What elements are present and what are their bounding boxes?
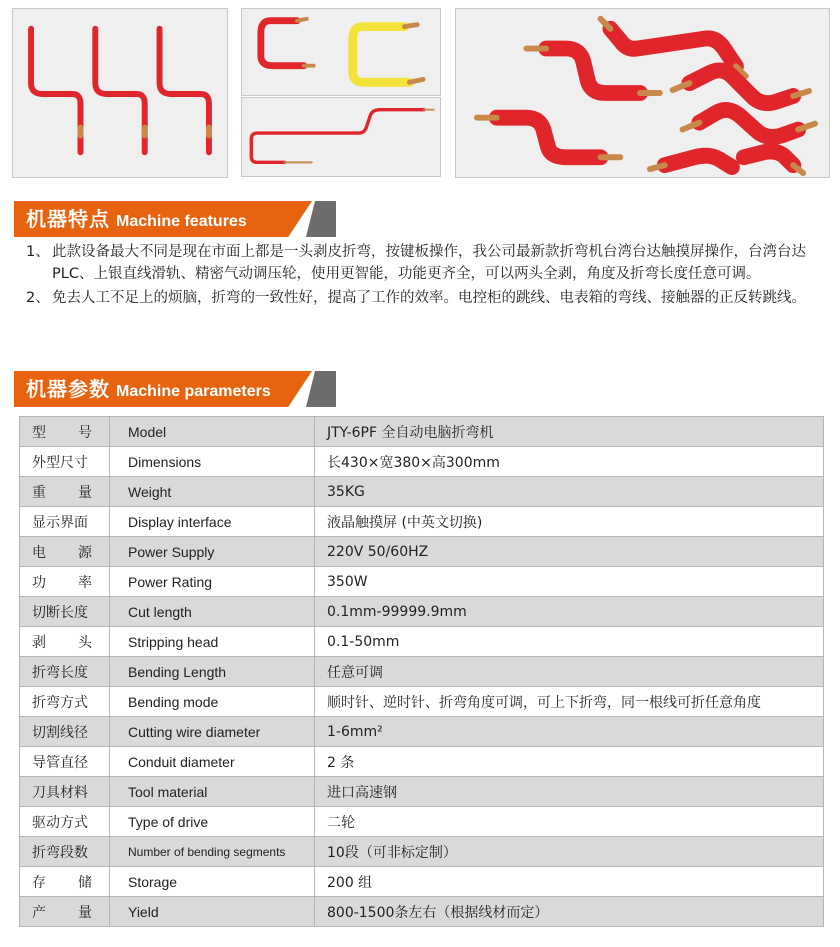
parameters-title-cn: 机器参数	[26, 377, 110, 401]
parameter-label-cn-text: 显示界面	[32, 514, 88, 531]
parameter-label-cn-text: 外型尺寸	[32, 454, 88, 471]
photo-u-shaped-wires	[241, 8, 441, 96]
parameter-label-en: Bending mode	[110, 687, 315, 717]
label-char: 产	[32, 904, 46, 921]
parameter-row	[20, 537, 824, 567]
banner-gray-accent	[306, 371, 336, 407]
parameter-label-cn	[20, 417, 110, 447]
parameter-label-en: Tool material	[110, 777, 315, 807]
parameter-label-cn	[20, 687, 110, 717]
parameter-label-cn-text: 导管直径	[32, 754, 88, 771]
parameter-label-en: Cut length	[110, 597, 315, 627]
parameter-label-cn-text: 折弯段数	[32, 844, 88, 861]
parameter-value: JTY-6PF 全自动电脑折弯机	[315, 417, 824, 447]
parameter-label-en: Cutting wire diameter	[110, 717, 315, 747]
parameter-value: 长430×宽380×高300mm	[315, 447, 824, 477]
parameters-banner	[14, 371, 332, 407]
parameter-label-en: Yield	[110, 897, 315, 927]
parameters-title	[26, 371, 271, 410]
parameter-label-cn-text: 折弯方式	[32, 694, 88, 711]
label-char: 量	[78, 484, 92, 501]
label-char: 存	[32, 874, 46, 891]
parameter-row	[20, 567, 824, 597]
parameter-label-cn	[20, 567, 110, 597]
label-char: 头	[78, 634, 92, 651]
parameter-row	[20, 627, 824, 657]
feature-item	[26, 287, 806, 309]
parameter-row	[20, 747, 824, 777]
parameter-label-cn-text: 切断长度	[32, 604, 88, 621]
label-char: 功	[32, 574, 46, 591]
photo-long-wire	[241, 97, 441, 177]
parameter-label-en: Dimensions	[110, 447, 315, 477]
label-char: 源	[78, 544, 92, 561]
parameter-label-en: Conduit diameter	[110, 747, 315, 777]
parameter-label-cn	[20, 477, 110, 507]
parameter-label-cn	[20, 627, 110, 657]
parameter-value: 0.1mm-99999.9mm	[315, 597, 824, 627]
feature-text: 免去人工不足上的烦脑，折弯的一致性好，提高了工作的效率。电控柜的跳线、电表箱的弯线、接触器的正反转跳线。	[52, 290, 806, 306]
parameter-label-cn-text	[32, 902, 92, 922]
parameter-label-cn	[20, 777, 110, 807]
parameter-row	[20, 447, 824, 477]
parameter-value: 液晶触摸屏 (中英文切换)	[315, 507, 824, 537]
feature-item	[26, 241, 806, 285]
parameter-label-cn-text	[32, 482, 92, 502]
parameter-label-en: Storage	[110, 867, 315, 897]
parameter-value: 220V 50/60HZ	[315, 537, 824, 567]
parameter-value: 800-1500条左右（根据线材而定）	[315, 897, 824, 927]
parameter-label-en: Number of bending segments	[110, 837, 315, 867]
parameter-label-cn	[20, 447, 110, 477]
parameter-label-cn	[20, 657, 110, 687]
parameter-row	[20, 717, 824, 747]
parameter-value: 任意可调	[315, 657, 824, 687]
label-char: 电	[32, 544, 46, 561]
label-char: 率	[78, 574, 92, 591]
parameter-label-cn	[20, 837, 110, 867]
parameter-label-en: Weight	[110, 477, 315, 507]
parameter-row	[20, 777, 824, 807]
features-title-cn: 机器特点	[26, 207, 110, 231]
parameters-table-body	[20, 417, 824, 927]
parameter-value: 顺时针、逆时针、折弯角度可调，可上下折弯，同一根线可折任意角度	[315, 687, 824, 717]
photo-bent-wires-set	[12, 8, 228, 178]
parameter-label-cn	[20, 717, 110, 747]
parameter-label-cn	[20, 897, 110, 927]
parameter-label-cn-text	[32, 542, 92, 562]
parameter-row	[20, 897, 824, 927]
features-list	[26, 241, 806, 311]
feature-number: 2、	[26, 290, 50, 306]
parameter-label-cn-text	[32, 422, 92, 442]
parameter-value: 0.1-50mm	[315, 627, 824, 657]
parameter-row	[20, 807, 824, 837]
parameter-value: 2 条	[315, 747, 824, 777]
photo-thick-bent-wires	[455, 8, 830, 178]
parameter-row	[20, 867, 824, 897]
feature-number: 1、	[26, 244, 50, 260]
parameter-label-cn-text: 折弯长度	[32, 664, 88, 681]
parameter-value: 35KG	[315, 477, 824, 507]
parameter-row	[20, 657, 824, 687]
label-char: 型	[32, 424, 46, 441]
parameter-value: 200 组	[315, 867, 824, 897]
parameter-value: 1-6mm²	[315, 717, 824, 747]
parameter-row	[20, 687, 824, 717]
parameter-label-en: Type of drive	[110, 807, 315, 837]
parameter-row	[20, 507, 824, 537]
parameter-label-cn-text	[32, 632, 92, 652]
parameter-label-cn	[20, 597, 110, 627]
feature-text: 此款设备最大不同是现在市面上都是一头剥皮折弯，按键板操作，我公司最新款折弯机台湾台达触摸屏操作，台湾台达PLC、上银直线滑轨、精密气动调压轮，使用更智能，功能更齐全，可以两头全剥，角度及折弯长度任意可调。	[52, 244, 806, 282]
parameter-label-cn-text	[32, 572, 92, 592]
parameter-value: 进口高速钢	[315, 777, 824, 807]
parameter-label-cn	[20, 537, 110, 567]
parameter-label-cn	[20, 747, 110, 777]
parameter-row	[20, 477, 824, 507]
label-char: 储	[78, 874, 92, 891]
features-title	[26, 201, 247, 240]
parameter-label-en: Stripping head	[110, 627, 315, 657]
parameter-value: 二轮	[315, 807, 824, 837]
parameter-row	[20, 417, 824, 447]
label-char: 量	[78, 904, 92, 921]
parameters-table	[19, 416, 824, 927]
parameter-label-cn-text: 切割线径	[32, 724, 88, 741]
parameter-label-cn-text: 刀具材料	[32, 784, 88, 801]
parameter-label-en: Display interface	[110, 507, 315, 537]
parameter-label-cn-text	[32, 872, 92, 892]
parameter-label-en: Model	[110, 417, 315, 447]
label-char: 剥	[32, 634, 46, 651]
parameter-row	[20, 597, 824, 627]
parameters-title-en: Machine parameters	[116, 383, 271, 400]
label-char: 号	[78, 424, 92, 441]
parameter-label-en: Power Rating	[110, 567, 315, 597]
label-char: 重	[32, 484, 46, 501]
parameter-row	[20, 837, 824, 867]
parameter-label-cn-text: 驱动方式	[32, 814, 88, 831]
parameter-value: 10段（可非标定制）	[315, 837, 824, 867]
parameter-label-en: Bending Length	[110, 657, 315, 687]
features-title-en: Machine features	[116, 213, 247, 230]
banner-gray-accent	[306, 201, 336, 237]
features-banner	[14, 201, 332, 237]
parameter-value: 350W	[315, 567, 824, 597]
parameter-label-cn	[20, 867, 110, 897]
parameter-label-en: Power Supply	[110, 537, 315, 567]
parameter-label-cn	[20, 507, 110, 537]
parameter-label-cn	[20, 807, 110, 837]
